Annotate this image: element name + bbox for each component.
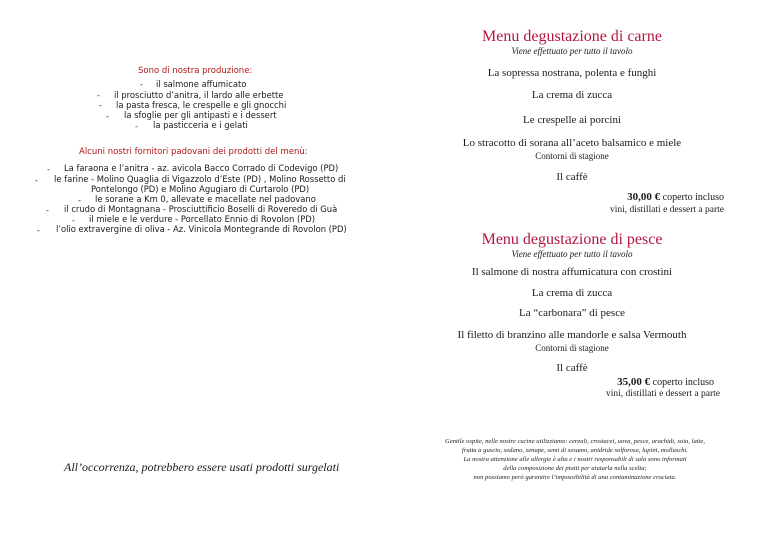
dish: La crema di zucca <box>531 89 613 101</box>
side-dish: Contorni di stagione <box>535 151 609 161</box>
list-item: l’olio extravergine di oliva - Az. Vinicola Montegrande di Rovolon (PD) <box>56 224 347 234</box>
dish: Le crespelle ai porcini <box>522 114 622 126</box>
suppliers-title: Alcuni nostri fornitori padovani dei prodotti del menù: <box>79 147 308 157</box>
bullet-dash: - <box>97 91 100 100</box>
coffee: Il caffè <box>556 362 588 374</box>
list-item-continuation: Pontelongo (PD) e Molino Agugiaro di Curtarolo (PD) <box>91 184 310 194</box>
list-item: La faraona e l’anitra - az. avicola Bacco Corrado di Codevigo (PD) <box>64 163 339 173</box>
dish: La “carbonara” di pesce <box>519 307 625 319</box>
dish: Lo stracotto di sorana all’aceto balsamico e miele <box>462 137 682 149</box>
bullet-dash: - <box>135 122 138 131</box>
extras-note: vini, distillati e dessert a parte <box>606 389 720 399</box>
bullet-dash: - <box>35 176 38 185</box>
menu-carne-title: Menu degustazione di carne <box>482 28 662 45</box>
allergen-line: frutta a guscio, sedano, senape, semi di sesamo, anidride solforosa, lupini, molluschi. <box>461 447 689 454</box>
list-item: le sorane a Km 0, allevate e macellate nel padovano <box>95 194 316 204</box>
list-item: il crudo di Montagnana - Prosciuttificio Boselli di Roveredo di Guà <box>64 204 338 214</box>
allergen-line: Gentile ospite, nelle nostre cucine utilizziamo: cereali, crostacei, uova, pesce, arachidi, soia, latte, <box>444 438 706 445</box>
bullet-dash: - <box>99 101 102 110</box>
menu-pesce-title: Menu degustazione di pesce <box>481 231 663 248</box>
production-title: Sono di nostra produzione: <box>138 66 253 76</box>
list-item: le farine - Molino Quaglia di Vigazzolo d’Este (PD) , Molino Rossetto di <box>54 174 346 184</box>
dish: La crema di zucca <box>531 287 613 299</box>
allergen-line: della composizione dei piatti per aiutarla nella scelta; <box>503 465 647 472</box>
allergen-notice <box>420 437 730 482</box>
extras-note: vini, distillati e dessert a parte <box>610 205 724 215</box>
menu-carne-subtitle: Viene effettuato per tutto il tavolo <box>511 46 633 56</box>
price-line <box>617 376 714 388</box>
list-item: il salmone affumicato <box>156 79 247 89</box>
list-item: il prosciutto d’anitra, il lardo alle erbette <box>114 90 284 100</box>
list-item: il miele e le verdure - Porcellato Ennio di Rovolon (PD) <box>89 214 316 224</box>
bullet-dash: - <box>78 196 81 205</box>
cover-note: coperto incluso <box>652 377 714 388</box>
price: 35,00 € <box>617 376 651 388</box>
coffee: Il caffè <box>556 171 588 183</box>
bullet-dash: - <box>47 165 50 174</box>
allergen-line: non possiamo però garantire l’impossibilità di una contaminazione crociata. <box>473 474 677 481</box>
price: 30,00 € <box>627 191 661 203</box>
dish: La sopressa nostrana, polenta e funghi <box>487 67 657 79</box>
dish: Il filetto di branzino alle mandorle e salsa Vermouth <box>457 329 687 341</box>
list-item: la sfoglie per gli antipasti e i dessert <box>124 110 277 120</box>
bullet-dash: - <box>37 226 40 235</box>
bullet-dash: - <box>72 216 75 225</box>
frozen-note: All’occorrenza, potrebbero essere usati prodotti surgelati <box>64 460 340 474</box>
price-line <box>627 191 724 203</box>
list-item: la pasta fresca, le crespelle e gli gnocchi <box>116 100 287 110</box>
dish: Il salmone di nostra affumicatura con crostini <box>471 266 673 278</box>
menu-pesce-subtitle: Viene effettuato per tutto il tavolo <box>511 249 633 259</box>
allergen-line: La nostra attenzione alle allergie è alta e i nostri responsabili di sala sono informati <box>463 456 687 463</box>
bullet-dash: - <box>46 206 49 215</box>
side-dish: Contorni di stagione <box>535 343 609 353</box>
bullet-dash: - <box>106 112 109 121</box>
cover-note: coperto incluso <box>662 192 724 203</box>
bullet-dash: - <box>140 80 143 89</box>
list-item: la pasticceria e i gelati <box>153 120 248 130</box>
